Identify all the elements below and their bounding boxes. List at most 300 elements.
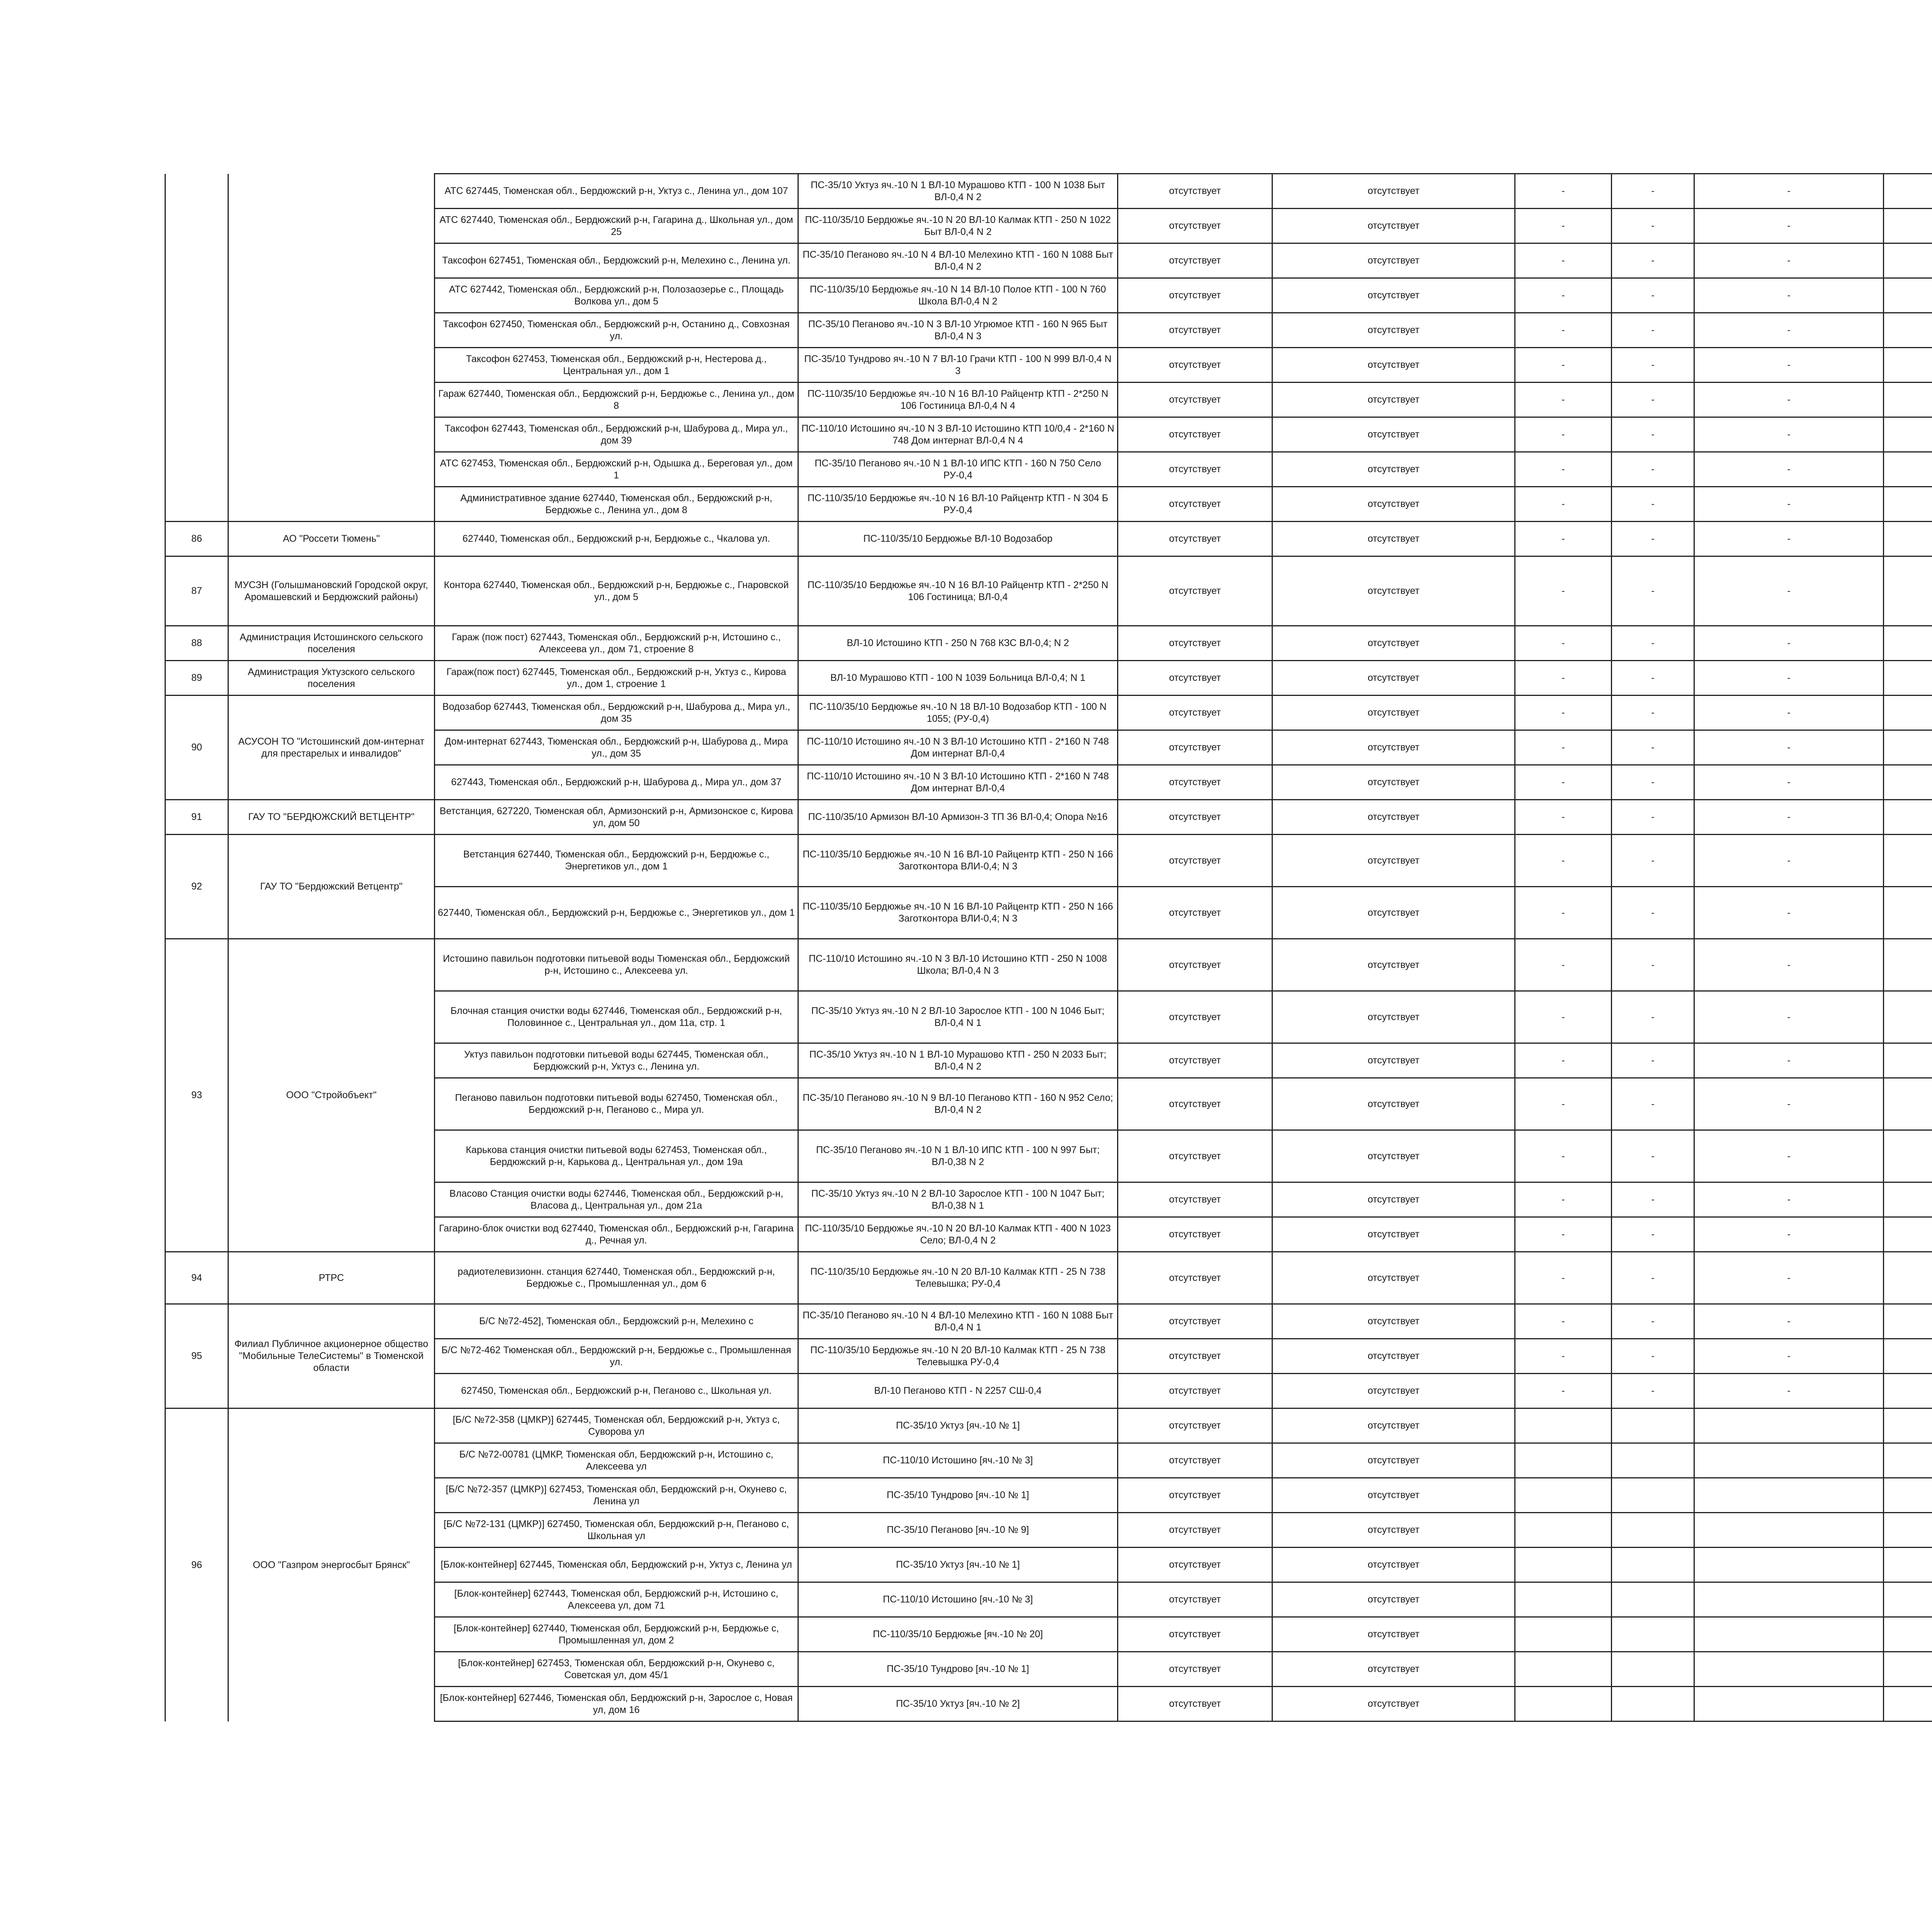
connection-point-cell: ВЛ-10 Мурашово КТП - 100 N 1039 Больница ВЛ-0,4; N 1 <box>798 661 1118 696</box>
status-cell: отсутствует <box>1272 887 1515 939</box>
connection-point-cell: ПС-35/10 Пеганово яч.-10 N 9 ВЛ-10 Пеганово КТП - 160 N 952 Село; ВЛ-0,4 N 2 <box>798 1078 1118 1130</box>
object-address-cell: [Блок-контейнер] 627440, Тюменская обл, Бердюжский р-н, Бердюжье с, Промышленная ул, дом 2 <box>435 1617 798 1652</box>
status-cell: отсутствует <box>1118 887 1272 939</box>
value-cell: - <box>1694 487 1884 522</box>
value-cell: - <box>1612 939 1694 991</box>
value-cell <box>1884 174 1932 209</box>
object-address-cell: Гараж 627440, Тюменская обл., Бердюжский р-н, Бердюжье с., Ленина ул., дом 8 <box>435 383 798 417</box>
organization-name: Филиал Публичное акционерное общество "Мобильные ТелеСистемы" в Тюменской области <box>228 1304 435 1408</box>
value-cell: - <box>1612 800 1694 835</box>
object-address-cell: Контора 627440, Тюменская обл., Бердюжский р-н, Бердюжье с., Гнаровской ул., дом 5 <box>435 556 798 626</box>
status-cell: отсутствует <box>1118 383 1272 417</box>
value-cell <box>1694 1513 1884 1548</box>
value-cell: - <box>1515 209 1612 243</box>
value-cell: - <box>1694 730 1884 765</box>
connection-point-cell: ПС-110/10 Истошино яч.-10 N 3 ВЛ-10 Истошино КТП - 250 N 1008 Школа; ВЛ-0,4 N 3 <box>798 939 1118 991</box>
status-cell: отсутствует <box>1272 730 1515 765</box>
status-cell: отсутствует <box>1118 661 1272 696</box>
connection-point-cell: ВЛ-10 Истошино КТП - 250 N 768 КЗС ВЛ-0,4; N 2 <box>798 626 1118 661</box>
object-address-cell: радиотелевизионн. станция 627440, Тюменская обл., Бердюжский р-н, Бердюжье с., Промышленная ул., дом 6 <box>435 1252 798 1304</box>
value-cell <box>1884 1339 1932 1374</box>
value-cell <box>1694 1582 1884 1617</box>
value-cell: - <box>1612 417 1694 452</box>
value-cell <box>1884 209 1932 243</box>
table-body <box>165 174 1932 1721</box>
connection-point-cell: ПС-110/10 Истошино яч.-10 N 3 ВЛ-10 Истошино КТП 10/0,4 - 2*160 N 748 Дом интернат ВЛ-0,4 N 4 <box>798 417 1118 452</box>
value-cell <box>1612 1687 1694 1721</box>
row-number: 90 <box>165 696 228 800</box>
value-cell: - <box>1515 278 1612 313</box>
status-cell: отсутствует <box>1272 1652 1515 1687</box>
value-cell: - <box>1612 278 1694 313</box>
value-cell <box>1612 1582 1694 1617</box>
value-cell <box>1694 1443 1884 1478</box>
value-cell <box>1884 730 1932 765</box>
object-address-cell: Истошино павильон подготовки питьевой воды Тюменская обл., Бердюжский р-н, Истошино с., Алексеева ул. <box>435 939 798 991</box>
object-address-cell: Б/С №72-462 Тюменская обл., Бердюжский р-н, Бердюжье с., Промышленная ул. <box>435 1339 798 1374</box>
value-cell <box>1694 1548 1884 1582</box>
row-number: 96 <box>165 1408 228 1721</box>
value-cell: - <box>1612 1217 1694 1252</box>
value-cell <box>1884 1652 1932 1687</box>
status-cell: отсутствует <box>1118 730 1272 765</box>
object-address-cell: Карькова станция очистки питьевой воды 627453, Тюменская обл., Бердюжский р-н, Карькова д., Центральная ул., дом 19а <box>435 1130 798 1182</box>
row-number: 95 <box>165 1304 228 1408</box>
status-cell: отсутствует <box>1118 1252 1272 1304</box>
object-address-cell: АТС 627445, Тюменская обл., Бердюжский р-н, Уктуз с., Ленина ул., дом 107 <box>435 174 798 209</box>
value-cell: - <box>1515 1339 1612 1374</box>
status-cell: отсутствует <box>1272 1304 1515 1339</box>
value-cell <box>1884 1513 1932 1548</box>
value-cell <box>1515 1652 1612 1687</box>
value-cell: - <box>1515 835 1612 887</box>
connection-point-cell: ПС-110/35/10 Бердюжье яч.-10 N 16 ВЛ-10 Райцентр КТП - 250 N 166 Заготконтора ВЛИ-0,4; N 3 <box>798 835 1118 887</box>
value-cell: - <box>1612 313 1694 348</box>
value-cell <box>1884 1374 1932 1408</box>
value-cell: - <box>1694 887 1884 939</box>
status-cell: отсутствует <box>1118 1217 1272 1252</box>
value-cell: - <box>1612 348 1694 383</box>
object-address-cell: Административное здание 627440, Тюменская обл., Бердюжский р-н, Бердюжье с., Ленина ул., дом 8 <box>435 487 798 522</box>
status-cell: отсутствует <box>1118 1182 1272 1217</box>
value-cell: - <box>1694 383 1884 417</box>
object-address-cell: Власово Станция очистки воды 627446, Тюменская обл., Бердюжский р-н, Власова д., Центральная ул., дом 21а <box>435 1182 798 1217</box>
connection-point-cell: ПС-110/10 Истошино яч.-10 N 3 ВЛ-10 Истошино КТП - 2*160 N 748 Дом интернат ВЛ-0,4 <box>798 765 1118 800</box>
organization-name: Администрация Истошинского сельского поселения <box>228 626 435 661</box>
table-row <box>165 556 1932 626</box>
value-cell: - <box>1515 1217 1612 1252</box>
status-cell: отсутствует <box>1272 1339 1515 1374</box>
value-cell <box>1884 556 1932 626</box>
row-number: 92 <box>165 835 228 939</box>
value-cell: - <box>1515 383 1612 417</box>
status-cell: отсутствует <box>1118 1582 1272 1617</box>
status-cell: отсутствует <box>1118 1374 1272 1408</box>
value-cell: - <box>1694 939 1884 991</box>
status-cell: отсутствует <box>1118 1443 1272 1478</box>
value-cell <box>1694 1617 1884 1652</box>
organization-name: МУСЗН (Голышмановский Городской округ, Аромашевский и Бердюжский районы) <box>228 556 435 626</box>
value-cell: - <box>1612 522 1694 556</box>
object-address-cell: [Б/С №72-358 (ЦМКР)] 627445, Тюменская обл, Бердюжский р-н, Уктуз с, Суворова ул <box>435 1408 798 1443</box>
row-number: 88 <box>165 626 228 661</box>
value-cell: - <box>1515 452 1612 487</box>
status-cell: отсутствует <box>1272 556 1515 626</box>
row-number: 86 <box>165 522 228 556</box>
row-number: 87 <box>165 556 228 626</box>
status-cell: отсутствует <box>1272 1617 1515 1652</box>
value-cell: - <box>1694 1304 1884 1339</box>
table-row <box>165 661 1932 696</box>
value-cell: - <box>1694 661 1884 696</box>
value-cell: - <box>1612 835 1694 887</box>
value-cell: - <box>1515 243 1612 278</box>
table-row <box>165 696 1932 730</box>
value-cell: - <box>1612 887 1694 939</box>
status-cell: отсутствует <box>1118 800 1272 835</box>
status-cell: отсутствует <box>1272 1548 1515 1582</box>
value-cell: - <box>1612 1130 1694 1182</box>
value-cell: - <box>1612 1078 1694 1130</box>
value-cell: - <box>1612 696 1694 730</box>
connection-point-cell: ВЛ-10 Пеганово КТП - N 2257 СШ-0,4 <box>798 1374 1118 1408</box>
value-cell: - <box>1612 1252 1694 1304</box>
connection-point-cell: ПС-35/10 Пеганово яч.-10 N 1 ВЛ-10 ИПС КТП - 100 N 997 Быт; ВЛ-0,38 N 2 <box>798 1130 1118 1182</box>
value-cell: - <box>1694 1252 1884 1304</box>
status-cell: отсутствует <box>1272 661 1515 696</box>
status-cell: отсутствует <box>1272 1582 1515 1617</box>
value-cell <box>1515 1617 1612 1652</box>
value-cell: - <box>1515 939 1612 991</box>
value-cell <box>1884 348 1932 383</box>
value-cell <box>1884 765 1932 800</box>
table-row <box>165 1304 1932 1339</box>
connection-point-cell: ПС-35/10 Уктуз яч.-10 N 2 ВЛ-10 Зарослое КТП - 100 N 1047 Быт; ВЛ-0,38 N 1 <box>798 1182 1118 1217</box>
value-cell: - <box>1515 765 1612 800</box>
status-cell: отсутствует <box>1272 1408 1515 1443</box>
object-address-cell: [Б/С №72-131 (ЦМКР)] 627450, Тюменская обл, Бердюжский р-н, Пеганово с, Школьная ул <box>435 1513 798 1548</box>
value-cell: - <box>1515 417 1612 452</box>
status-cell: отсутствует <box>1118 1617 1272 1652</box>
value-cell <box>1515 1687 1612 1721</box>
connection-point-cell: ПС-110/10 Истошино [яч.-10 № 3] <box>798 1582 1118 1617</box>
object-address-cell: Ветстанция, 627220, Тюменская обл, Армизонский р-н, Армизонское с, Кирова ул, дом 50 <box>435 800 798 835</box>
status-cell: отсутствует <box>1118 1043 1272 1078</box>
status-cell: отсутствует <box>1118 487 1272 522</box>
value-cell: - <box>1694 243 1884 278</box>
value-cell <box>1884 1408 1932 1443</box>
status-cell: отсутствует <box>1118 556 1272 626</box>
value-cell: - <box>1515 313 1612 348</box>
object-address-cell: Гараж(пож пост) 627445, Тюменская обл., Бердюжский р-н, Уктуз с., Кирова ул., дом 1, строение 1 <box>435 661 798 696</box>
value-cell: - <box>1612 556 1694 626</box>
object-address-cell: 627450, Тюменская обл., Бердюжский р-н, Пеганово с., Школьная ул. <box>435 1374 798 1408</box>
row-number: 94 <box>165 1252 228 1304</box>
connection-point-cell: ПС-110/35/10 Армизон ВЛ-10 Армизон-3 ТП 36 ВЛ-0,4; Опора №16 <box>798 800 1118 835</box>
value-cell: - <box>1515 1043 1612 1078</box>
value-cell <box>1884 487 1932 522</box>
table-row <box>165 939 1932 991</box>
organization-name: ООО "Стройобъект" <box>228 939 435 1252</box>
object-address-cell: Ветстанция 627440, Тюменская обл., Бердюжский р-н, Бердюжье с., Энергетиков ул., дом 1 <box>435 835 798 887</box>
status-cell: отсутствует <box>1118 1652 1272 1687</box>
status-cell: отсутствует <box>1272 1078 1515 1130</box>
value-cell <box>1884 1582 1932 1617</box>
status-cell: отсутствует <box>1272 1182 1515 1217</box>
value-cell <box>1884 626 1932 661</box>
status-cell: отсутствует <box>1118 278 1272 313</box>
value-cell <box>1694 1687 1884 1721</box>
status-cell: отсутствует <box>1118 1078 1272 1130</box>
value-cell: - <box>1515 556 1612 626</box>
value-cell: - <box>1515 626 1612 661</box>
connection-point-cell: ПС-110/10 Истошино яч.-10 N 3 ВЛ-10 Истошино КТП - 2*160 N 748 Дом интернат ВЛ-0,4 <box>798 730 1118 765</box>
status-cell: отсутствует <box>1272 383 1515 417</box>
status-cell: отсутствует <box>1272 835 1515 887</box>
connection-point-cell: ПС-110/35/10 Бердюжье яч.-10 N 14 ВЛ-10 Полое КТП - 100 N 760 Школа ВЛ-0,4 N 2 <box>798 278 1118 313</box>
value-cell: - <box>1515 487 1612 522</box>
status-cell: отсутствует <box>1118 243 1272 278</box>
value-cell <box>1612 1408 1694 1443</box>
value-cell: - <box>1694 174 1884 209</box>
organization-name: ООО "Газпром энергосбыт Брянск" <box>228 1408 435 1721</box>
value-cell: - <box>1694 800 1884 835</box>
row-number <box>165 174 228 522</box>
value-cell <box>1612 1652 1694 1687</box>
connection-point-cell: ПС-110/35/10 Бердюжье яч.-10 N 16 ВЛ-10 Райцентр КТП - N 304 Б РУ-0,4 <box>798 487 1118 522</box>
value-cell <box>1884 661 1932 696</box>
connection-point-cell: ПС-35/10 Пеганово [яч.-10 № 9] <box>798 1513 1118 1548</box>
status-cell: отсутствует <box>1118 1478 1272 1513</box>
connection-point-cell: ПС-110/35/10 Бердюжье яч.-10 N 16 ВЛ-10 Райцентр КТП - 2*250 N 106 Гостиница; ВЛ-0,4 <box>798 556 1118 626</box>
value-cell <box>1884 800 1932 835</box>
status-cell: отсутствует <box>1118 417 1272 452</box>
value-cell: - <box>1612 174 1694 209</box>
connection-point-cell: ПС-35/10 Пеганово яч.-10 N 1 ВЛ-10 ИПС КТП - 160 N 750 Село РУ-0,4 <box>798 452 1118 487</box>
value-cell <box>1612 1548 1694 1582</box>
value-cell <box>1884 1252 1932 1304</box>
organization-name: АО "Россети Тюмень" <box>228 522 435 556</box>
connection-point-cell: ПС-110/35/10 Бердюжье яч.-10 N 20 ВЛ-10 Калмак КТП - 250 N 1022 Быт ВЛ-0,4 N 2 <box>798 209 1118 243</box>
value-cell <box>1884 452 1932 487</box>
status-cell: отсутствует <box>1272 765 1515 800</box>
value-cell: - <box>1694 1130 1884 1182</box>
value-cell <box>1515 1443 1612 1478</box>
value-cell: - <box>1515 1078 1612 1130</box>
object-address-cell: [Блок-контейнер] 627445, Тюменская обл, Бердюжский р-н, Уктуз с, Ленина ул <box>435 1548 798 1582</box>
status-cell: отсутствует <box>1272 1443 1515 1478</box>
status-cell: отсутствует <box>1272 1513 1515 1548</box>
value-cell: - <box>1694 1374 1884 1408</box>
value-cell: - <box>1612 991 1694 1043</box>
value-cell: - <box>1612 1043 1694 1078</box>
value-cell <box>1884 1443 1932 1478</box>
connection-point-cell: ПС-35/10 Пеганово яч.-10 N 4 ВЛ-10 Мелехино КТП - 160 N 1088 Быт ВЛ-0,4 N 2 <box>798 243 1118 278</box>
value-cell: - <box>1694 417 1884 452</box>
row-number: 91 <box>165 800 228 835</box>
value-cell: - <box>1612 452 1694 487</box>
value-cell: - <box>1515 887 1612 939</box>
connection-point-cell: ПС-110/35/10 Бердюжье [яч.-10 № 20] <box>798 1617 1118 1652</box>
connection-point-cell: ПС-35/10 Уктуз [яч.-10 № 1] <box>798 1548 1118 1582</box>
connection-point-cell: ПС-35/10 Тундрово [яч.-10 № 1] <box>798 1652 1118 1687</box>
status-cell: отсутствует <box>1118 626 1272 661</box>
connection-point-cell: ПС-35/10 Пеганово яч.-10 N 4 ВЛ-10 Мелехино КТП - 160 N 1088 Быт ВЛ-0,4 N 1 <box>798 1304 1118 1339</box>
value-cell <box>1884 835 1932 887</box>
status-cell: отсутствует <box>1118 765 1272 800</box>
value-cell <box>1515 1478 1612 1513</box>
status-cell: отсутствует <box>1272 1130 1515 1182</box>
value-cell: - <box>1694 696 1884 730</box>
value-cell <box>1515 1548 1612 1582</box>
table-row <box>165 835 1932 887</box>
organization-name: ГАУ ТО "Бердюжский Ветцентр" <box>228 835 435 939</box>
value-cell: - <box>1515 522 1612 556</box>
value-cell <box>1884 1043 1932 1078</box>
value-cell <box>1884 696 1932 730</box>
object-address-cell: Водозабор 627443, Тюменская обл., Бердюжский р-н, Шабурова д., Мира ул., дом 35 <box>435 696 798 730</box>
status-cell: отсутствует <box>1272 278 1515 313</box>
object-address-cell: АТС 627453, Тюменская обл., Бердюжский р-н, Одышка д., Береговая ул., дом 1 <box>435 452 798 487</box>
object-address-cell: Б/С №72-00781 (ЦМКР, Тюменская обл, Бердюжский р-н, Истошино с, Алексеева ул <box>435 1443 798 1478</box>
status-cell: отсутствует <box>1118 835 1272 887</box>
status-cell: отсутствует <box>1272 348 1515 383</box>
value-cell <box>1884 1548 1932 1582</box>
connection-point-cell: ПС-35/10 Уктуз [яч.-10 № 1] <box>798 1408 1118 1443</box>
value-cell: - <box>1694 1339 1884 1374</box>
value-cell: - <box>1515 991 1612 1043</box>
value-cell: - <box>1612 1182 1694 1217</box>
status-cell: отсутствует <box>1272 1252 1515 1304</box>
status-cell: отсутствует <box>1272 313 1515 348</box>
value-cell: - <box>1612 1374 1694 1408</box>
value-cell <box>1884 1617 1932 1652</box>
status-cell: отсутствует <box>1118 1687 1272 1721</box>
status-cell: отсутствует <box>1118 522 1272 556</box>
object-address-cell: Уктуз павильон подготовки питьевой воды 627445, Тюменская обл., Бердюжский р-н, Уктуз с., Ленина ул. <box>435 1043 798 1078</box>
status-cell: отсутствует <box>1272 522 1515 556</box>
value-cell: - <box>1694 313 1884 348</box>
row-number: 93 <box>165 939 228 1252</box>
status-cell: отсутствует <box>1118 1339 1272 1374</box>
organization-name: РТРС <box>228 1252 435 1304</box>
value-cell: - <box>1612 730 1694 765</box>
value-cell <box>1884 1182 1932 1217</box>
value-cell: - <box>1612 765 1694 800</box>
connection-point-cell: ПС-110/35/10 Бердюжье ВЛ-10 Водозабор <box>798 522 1118 556</box>
status-cell: отсутствует <box>1272 939 1515 991</box>
object-address-cell: Таксофон 627451, Тюменская обл., Бердюжский р-н, Мелехино с., Ленина ул. <box>435 243 798 278</box>
status-cell: отсутствует <box>1272 1043 1515 1078</box>
value-cell: - <box>1694 278 1884 313</box>
value-cell: - <box>1612 661 1694 696</box>
object-address-cell: АТС 627440, Тюменская обл., Бердюжский р-н, Гагарина д., Школьная ул., дом 25 <box>435 209 798 243</box>
value-cell <box>1884 1304 1932 1339</box>
value-cell <box>1515 1582 1612 1617</box>
status-cell: отсутствует <box>1272 452 1515 487</box>
status-cell: отсутствует <box>1272 174 1515 209</box>
value-cell <box>1884 278 1932 313</box>
object-address-cell: Дом-интернат 627443, Тюменская обл., Бердюжский р-н, Шабурова д., Мира ул., дом 35 <box>435 730 798 765</box>
organization-name: Администрация Уктузского сельского поселения <box>228 661 435 696</box>
value-cell <box>1884 1687 1932 1721</box>
status-cell: отсутствует <box>1118 452 1272 487</box>
object-address-cell: Таксофон 627453, Тюменская обл., Бердюжский р-н, Нестерова д., Центральная ул., дом 1 <box>435 348 798 383</box>
value-cell: - <box>1694 835 1884 887</box>
value-cell <box>1884 991 1932 1043</box>
value-cell: - <box>1515 696 1612 730</box>
status-cell: отсутствует <box>1118 991 1272 1043</box>
object-address-cell: АТС 627442, Тюменская обл., Бердюжский р-н, Полозаозерье с., Площадь Волкова ул., дом 5 <box>435 278 798 313</box>
value-cell: - <box>1694 1078 1884 1130</box>
organization-name: АСУСОН ТО "Истошинский дом-интернат для престарелых и инвалидов" <box>228 696 435 800</box>
object-address-cell: Таксофон 627450, Тюменская обл., Бердюжский р-н, Останино д., Совхозная ул. <box>435 313 798 348</box>
status-cell: отсутствует <box>1118 1408 1272 1443</box>
table-row <box>165 174 1932 209</box>
value-cell: - <box>1515 1252 1612 1304</box>
value-cell: - <box>1694 452 1884 487</box>
status-cell: отсутствует <box>1272 1374 1515 1408</box>
status-cell: отсутствует <box>1272 696 1515 730</box>
status-cell: отсутствует <box>1118 313 1272 348</box>
status-cell: отсутствует <box>1118 209 1272 243</box>
object-address-cell: Гагарино-блок очистки вод 627440, Тюменская обл., Бердюжский р-н, Гагарина д., Речная ул. <box>435 1217 798 1252</box>
table-row <box>165 1408 1932 1443</box>
value-cell: - <box>1694 626 1884 661</box>
status-cell: отсутствует <box>1118 696 1272 730</box>
status-cell: отсутствует <box>1118 348 1272 383</box>
value-cell: - <box>1694 556 1884 626</box>
connection-point-cell: ПС-110/35/10 Бердюжье яч.-10 N 18 ВЛ-10 Водозабор КТП - 100 N 1055; (РУ-0,4) <box>798 696 1118 730</box>
status-cell: отсутствует <box>1118 1130 1272 1182</box>
value-cell <box>1884 522 1932 556</box>
value-cell: - <box>1612 209 1694 243</box>
value-cell: - <box>1612 383 1694 417</box>
value-cell: - <box>1694 522 1884 556</box>
value-cell <box>1612 1617 1694 1652</box>
connection-point-cell: ПС-35/10 Тундрово [яч.-10 № 1] <box>798 1478 1118 1513</box>
status-cell: отсутствует <box>1272 626 1515 661</box>
status-cell: отсутствует <box>1118 939 1272 991</box>
value-cell <box>1884 383 1932 417</box>
object-address-cell: 627443, Тюменская обл., Бердюжский р-н, Шабурова д., Мира ул., дом 37 <box>435 765 798 800</box>
value-cell <box>1515 1513 1612 1548</box>
row-number: 89 <box>165 661 228 696</box>
value-cell <box>1884 1478 1932 1513</box>
connection-point-cell: ПС-35/10 Уктуз [яч.-10 № 2] <box>798 1687 1118 1721</box>
status-cell: отсутствует <box>1272 1217 1515 1252</box>
value-cell <box>1884 1130 1932 1182</box>
value-cell <box>1884 313 1932 348</box>
value-cell <box>1884 1217 1932 1252</box>
consumers-table <box>165 173 1932 1722</box>
object-address-cell: [Блок-контейнер] 627453, Тюменская обл, Бердюжский р-н, Окунево с, Советская ул, дом 45/1 <box>435 1652 798 1687</box>
value-cell <box>1515 1408 1612 1443</box>
connection-point-cell: ПС-110/35/10 Бердюжье яч.-10 N 20 ВЛ-10 Калмак КТП - 400 N 1023 Село; ВЛ-0,4 N 2 <box>798 1217 1118 1252</box>
status-cell: отсутствует <box>1272 991 1515 1043</box>
value-cell: - <box>1515 348 1612 383</box>
value-cell <box>1694 1408 1884 1443</box>
value-cell <box>1612 1443 1694 1478</box>
connection-point-cell: ПС-35/10 Уктуз яч.-10 N 1 ВЛ-10 Мурашово КТП - 100 N 1038 Быт ВЛ-0,4 N 2 <box>798 174 1118 209</box>
value-cell <box>1884 243 1932 278</box>
status-cell: отсутствует <box>1272 800 1515 835</box>
value-cell <box>1612 1513 1694 1548</box>
value-cell: - <box>1515 1182 1612 1217</box>
value-cell: - <box>1612 1339 1694 1374</box>
object-address-cell: Гараж (пож пост) 627443, Тюменская обл., Бердюжский р-н, Истошино с., Алексеева ул., дом 71, строение 8 <box>435 626 798 661</box>
value-cell: - <box>1612 626 1694 661</box>
